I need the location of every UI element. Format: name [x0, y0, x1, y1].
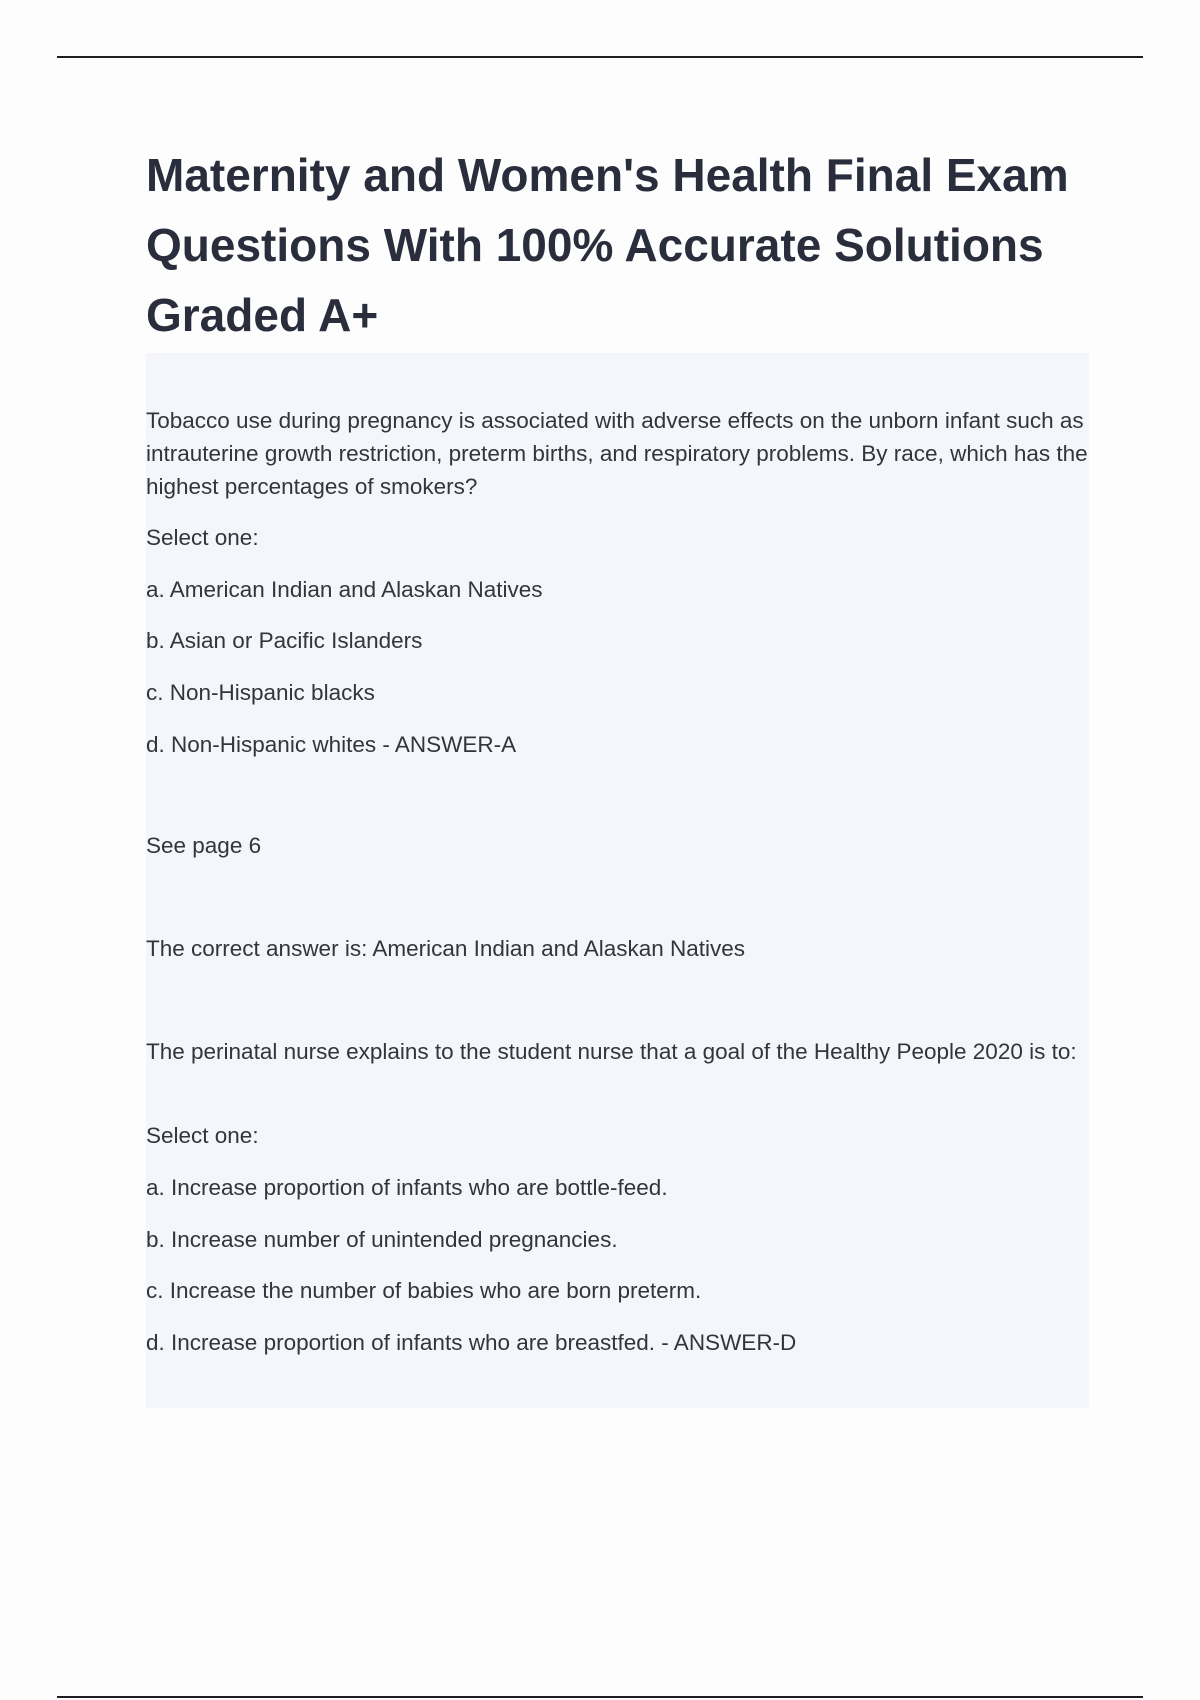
question-1-option-b: b. Asian or Pacific Islanders: [146, 628, 423, 653]
question-2-option-b: b. Increase number of unintended pregnancies.: [146, 1227, 618, 1252]
footer-rule: [57, 1696, 1143, 1698]
question-1-option-c: c. Non-Hispanic blacks: [146, 680, 375, 705]
question-1-option-a: a. American Indian and Alaskan Natives: [146, 577, 543, 602]
question-2-stem: The perinatal nurse explains to the student nurse that a goal of the Healthy People 2020 is to:: [146, 1039, 1077, 1064]
question-1-reference: See page 6: [146, 833, 262, 858]
question-1-stem: Tobacco use during pregnancy is associated with adverse effects on the unborn infant such as intrauterine growth restriction, preterm births, and respiratory problems. By race, which has the highest percentages of smokers?: [146, 408, 1088, 499]
question-1-prompt: Select one:: [146, 525, 259, 550]
question-2-option-a: a. Increase proportion of infants who are bottle-feed.: [146, 1175, 668, 1200]
question-2-option-d: d. Increase proportion of infants who are breastfed. - ANSWER-D: [146, 1330, 797, 1355]
question-2-option-c: c. Increase the number of babies who are born preterm.: [146, 1278, 702, 1303]
question-1-correct-answer: The correct answer is: American Indian and Alaskan Natives: [146, 936, 746, 961]
question-2-prompt: Select one:: [146, 1123, 259, 1148]
header-rule: [57, 56, 1143, 58]
document-title: Maternity and Women's Health Final Exam Questions With 100% Accurate Solutions Graded A+: [146, 149, 1069, 341]
question-1-option-d: d. Non-Hispanic whites - ANSWER-A: [146, 732, 517, 757]
